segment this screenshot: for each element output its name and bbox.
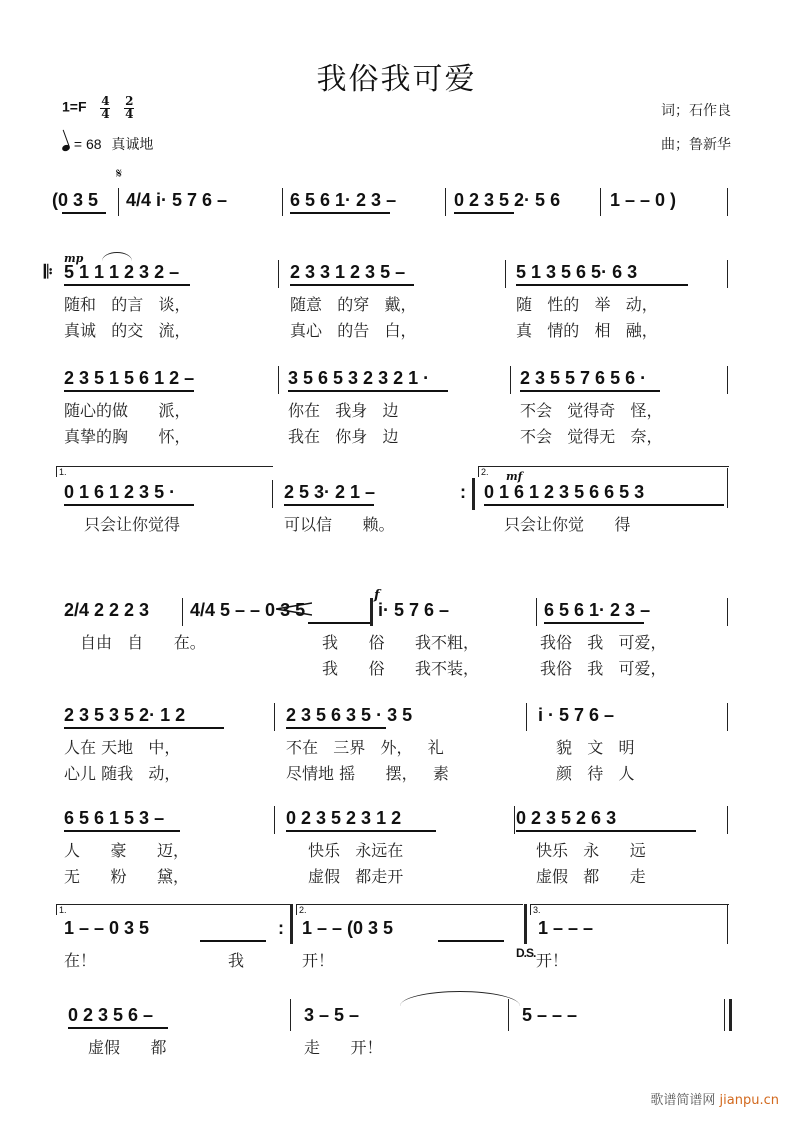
underline: [516, 830, 696, 832]
barline: [727, 188, 728, 216]
barline: [727, 366, 728, 394]
measure-22: 0 2 3 5 2 3 1 2: [286, 808, 402, 828]
lyric-verse2: 真诚 的交 流，: [64, 321, 191, 340]
barline: [600, 188, 601, 216]
underline: [64, 830, 180, 832]
measure-26: 1 – – –: [538, 918, 594, 938]
lyric-verse1: 貌 文 明: [556, 738, 635, 757]
lyric-verse2: 虚假 都走开: [308, 867, 404, 886]
lyric: 只会让你觉 得: [504, 515, 631, 534]
underline: [544, 622, 644, 624]
barline: [727, 468, 728, 508]
lyric-verse2: 我 俗 我不装，: [322, 659, 480, 678]
measure-6: 2 3 3 1 2 3 5 –: [290, 262, 406, 282]
lyric-verse1: 随意 的穿 戴，: [290, 295, 417, 314]
lyric: 我: [228, 951, 245, 970]
system-4: [50, 467, 740, 542]
volta-2: 2.: [296, 904, 523, 915]
measure-20: i · 5 7 6 –: [538, 705, 615, 725]
lyric-verse2: 心儿 随我 动，: [64, 764, 181, 783]
underline: [284, 504, 374, 506]
lyricist: 词；石作良: [661, 103, 731, 119]
underline: [290, 284, 414, 286]
barline: [505, 260, 506, 288]
measure-10: 2 3 5 5 7 6 5 6 ·: [520, 368, 647, 388]
system-1: [50, 166, 740, 220]
measure-14: 2/4 2 2 2 3: [64, 600, 150, 620]
barline: [182, 598, 183, 626]
lyric-verse1: 快乐 永远在: [308, 841, 404, 860]
system-7: [50, 808, 740, 888]
final-barline: [724, 999, 725, 1031]
watermark-text: 歌谱简谱网: [650, 1093, 716, 1108]
lyric-verse1: 随和 的言 谈，: [64, 295, 191, 314]
lyric-verse1: 不会 觉得奇 怪，: [520, 401, 663, 420]
measure-5: 5 1 1 1 2 3 2 –: [64, 262, 180, 282]
measure-7: 5 1 3 5 6 5· 6 3: [516, 262, 638, 282]
lyric: 开！: [536, 951, 569, 970]
barline: [526, 703, 527, 731]
underline: [516, 284, 688, 286]
key-signature: [62, 96, 134, 120]
measure-pickup: (0 3 5: [52, 190, 99, 210]
barline: [727, 260, 728, 288]
lyric-verse1: 你在 我身 边: [288, 401, 399, 420]
barline-thick: [524, 904, 527, 944]
barline: [727, 703, 728, 731]
lyric-verse1: 人 豪 迈，: [64, 841, 190, 860]
measure-27: 0 2 3 5 6 –: [68, 1005, 154, 1025]
barline: [727, 904, 728, 944]
repeat-start-icon: 𝄆: [44, 262, 53, 282]
lyric: 在！: [64, 951, 97, 970]
barline: [278, 260, 279, 288]
underline: [438, 940, 504, 942]
lyric-verse2: 真 情的 相 融，: [516, 321, 658, 340]
measure-19: 2 3 5 6 3 5 · 3 5: [286, 705, 413, 725]
system-3: [50, 368, 740, 448]
barline: [508, 999, 509, 1031]
measure-4: 1 – – 0 ): [610, 190, 677, 210]
lyric-verse1: 我俗 我 可爱，: [540, 633, 667, 652]
lyric-verse1: 不在 三界 外， 礼: [286, 738, 444, 757]
repeat-end-icon: :: [278, 918, 284, 938]
measure-25: 1 – – (0 3 5: [302, 918, 394, 938]
underline: [64, 390, 194, 392]
measure-15: 4/4 5 – – 0 3 5: [190, 600, 306, 620]
measure-13: 0 1 6 1 2 3 5 6 6 5 3: [484, 482, 645, 502]
underline: [454, 212, 514, 214]
lyric-verse2: 我在 你身 边: [288, 427, 399, 446]
underline: [484, 504, 724, 506]
measure-12: 2 5 3· 2 1 –: [284, 482, 376, 502]
lyric-verse1: 快乐 永 远: [536, 841, 646, 860]
song-title: 我俗我可爱: [316, 62, 477, 97]
lyric-verse2: 真心 的告 白，: [290, 321, 417, 340]
barline-thick: [290, 904, 293, 944]
measure-1: 4/4 i· 5 7 6 –: [126, 190, 228, 210]
lyric-verse2: 真挚的胸 怀，: [64, 427, 191, 446]
barline: [282, 188, 283, 216]
underline: [288, 390, 448, 392]
measure-16: i· 5 7 6 –: [378, 600, 450, 620]
ds-marking: D.S.: [516, 946, 536, 960]
lyric: 自由 自 在。: [80, 633, 206, 652]
underline: [290, 212, 390, 214]
measure-11: 0 1 6 1 2 3 5 ·: [64, 482, 176, 502]
system-2: [44, 252, 740, 342]
barline: [510, 366, 511, 394]
underline: [64, 727, 224, 729]
lyric-verse2: 我俗 我 可爱，: [540, 659, 667, 678]
lyric-verse2: 无 粉 黛，: [64, 867, 190, 886]
system-8: [50, 905, 740, 978]
lyric: 虚假 都: [88, 1038, 167, 1057]
measure-3: 0 2 3 5 2· 5 6: [454, 190, 561, 210]
underline: [286, 727, 386, 729]
volta-2: 2.: [478, 466, 729, 477]
barline: [536, 598, 537, 626]
barline: [727, 598, 728, 626]
lyric: 可以信 赖。: [284, 515, 395, 534]
time-signature-2-4: $\frac{2}{4}$: [125, 94, 134, 121]
lyric-verse1: 我 俗 我不粗，: [322, 633, 480, 652]
barline-thick: [370, 598, 373, 626]
final-barline-thick: [729, 999, 732, 1031]
key-label: 1=F: [62, 98, 87, 115]
measure-17: 6 5 6 1· 2 3 –: [544, 600, 651, 620]
barline: [278, 366, 279, 394]
time-signature-4-4: $\frac{4}{4}$: [101, 94, 110, 121]
barline: [290, 999, 291, 1031]
system-9: [50, 1005, 740, 1065]
underline: [308, 622, 370, 624]
measure-29: 5 – – –: [522, 1005, 578, 1025]
watermark-site: jianpu.cn: [719, 1093, 779, 1108]
measure-24: 1 – – 0 3 5: [64, 918, 150, 938]
slur: [102, 252, 132, 261]
lyric-verse1: 随 性的 举 动，: [516, 295, 658, 314]
measure-21: 6 5 6 1 5 3 –: [64, 808, 165, 828]
crescendo-icon: [276, 602, 312, 616]
volta-1: 1.: [56, 466, 273, 477]
lyric-verse2: 不会 觉得无 奈，: [520, 427, 663, 446]
underline: [62, 212, 106, 214]
lyric: 只会让你觉得: [84, 515, 181, 534]
volta-3: 3.: [530, 904, 729, 915]
measure-2: 6 5 6 1· 2 3 –: [290, 190, 397, 210]
measure-9: 3 5 6 5 3 2 3 2 1 ·: [288, 368, 430, 388]
lyric-verse1: 人在 天地 中，: [64, 738, 181, 757]
barline: [727, 806, 728, 834]
measure-23: 0 2 3 5 2 6 3: [516, 808, 617, 828]
dynamic-f: f: [374, 588, 380, 603]
dynamic-mf: mf: [506, 470, 523, 483]
tie: [400, 991, 520, 1006]
lyric-verse2: 颜 待 人: [556, 764, 635, 783]
barline: [274, 806, 275, 834]
system-6: [50, 705, 740, 785]
measure-8: 2 3 5 1 5 6 1 2 –: [64, 368, 195, 388]
volta-1: 1.: [56, 904, 293, 915]
expression: 真诚地: [111, 136, 154, 152]
barline: [272, 480, 273, 508]
lyric-verse2: 尽情地 摇 摆， 素: [286, 764, 449, 783]
barline: [445, 188, 446, 216]
lyric: 走 开！: [304, 1038, 383, 1057]
quarter-note-icon: [61, 144, 71, 152]
underline: [64, 504, 194, 506]
dynamic-mp: mp: [64, 252, 84, 265]
tempo-value: = 68: [73, 136, 102, 152]
underline: [200, 940, 266, 942]
segno-icon: 𝄋: [116, 166, 123, 182]
measure-18: 2 3 5 3 5 2· 1 2: [64, 705, 186, 725]
underline: [286, 830, 436, 832]
repeat-end-icon: :: [460, 482, 466, 502]
barline: [274, 703, 275, 731]
underline: [520, 390, 660, 392]
underline: [68, 1027, 168, 1029]
measure-28: 3 – 5 –: [304, 1005, 360, 1025]
watermark: [650, 1089, 779, 1108]
barline-thick: [472, 478, 475, 510]
lyric-verse2: 虚假 都 走: [536, 867, 646, 886]
underline: [64, 284, 190, 286]
tempo-marking: [62, 134, 153, 154]
composer: 曲；鲁新华: [661, 137, 731, 153]
barline: [118, 188, 119, 216]
lyric: 开！: [302, 951, 335, 970]
lyric-verse1: 随心的做 派，: [64, 401, 191, 420]
system-5: [50, 588, 740, 680]
